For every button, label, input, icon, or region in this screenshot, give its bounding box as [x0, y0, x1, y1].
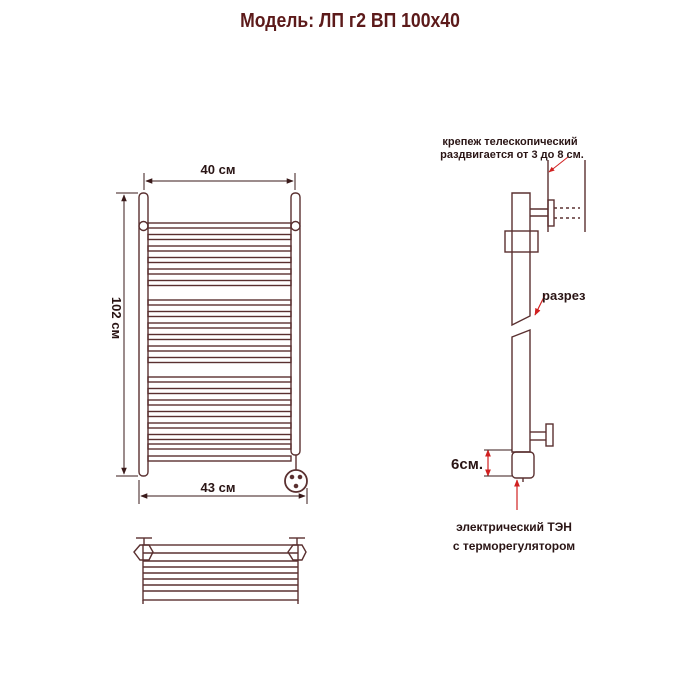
mount-note-line2: раздвигается от 3 до 8 см. [440, 149, 584, 161]
top-view [134, 538, 306, 604]
rung-14 [148, 389, 291, 394]
rung-5 [148, 269, 291, 274]
bottom-width-label: 43 см [200, 480, 236, 495]
rung-12 [148, 358, 291, 363]
cut-label: разрез [542, 288, 586, 303]
top-width-label: 40 см [200, 162, 236, 177]
rung-1 [148, 223, 291, 228]
rung-20 [148, 456, 291, 461]
side-view [505, 160, 585, 482]
rung-9 [148, 323, 291, 328]
diagram-title: Модель: ЛП г2 ВП 100х40 [240, 10, 460, 32]
lower-pipe [512, 330, 530, 452]
mount-note-line1: крепеж телескопический [442, 136, 578, 148]
heater-label-line2: с терморегулятором [452, 539, 576, 553]
rung-11 [148, 346, 291, 351]
rung-13 [148, 377, 291, 382]
rung-16 [148, 412, 291, 417]
rung-6 [148, 281, 291, 286]
rung-17 [148, 423, 291, 428]
rung-15 [148, 400, 291, 405]
rung-4 [148, 258, 291, 263]
right-top-joint [291, 222, 300, 231]
mount-block [505, 231, 538, 252]
rung-19 [148, 444, 291, 449]
heater-label-line1: электрический ТЭН [456, 520, 572, 534]
rungs-group [148, 223, 291, 461]
left-pipe [139, 193, 148, 476]
rung-2 [148, 235, 291, 240]
front-view [139, 193, 307, 492]
rung-8 [148, 312, 291, 317]
left-top-joint [139, 222, 148, 231]
rung-10 [148, 335, 291, 340]
heater-body [512, 452, 534, 478]
gap-label: 6см. [451, 456, 483, 473]
right-pipe [291, 193, 300, 455]
rung-3 [148, 246, 291, 251]
height-label: 102 см [109, 296, 124, 340]
rung-7 [148, 300, 291, 305]
rung-18 [148, 435, 291, 440]
upper-pipe [512, 193, 530, 325]
